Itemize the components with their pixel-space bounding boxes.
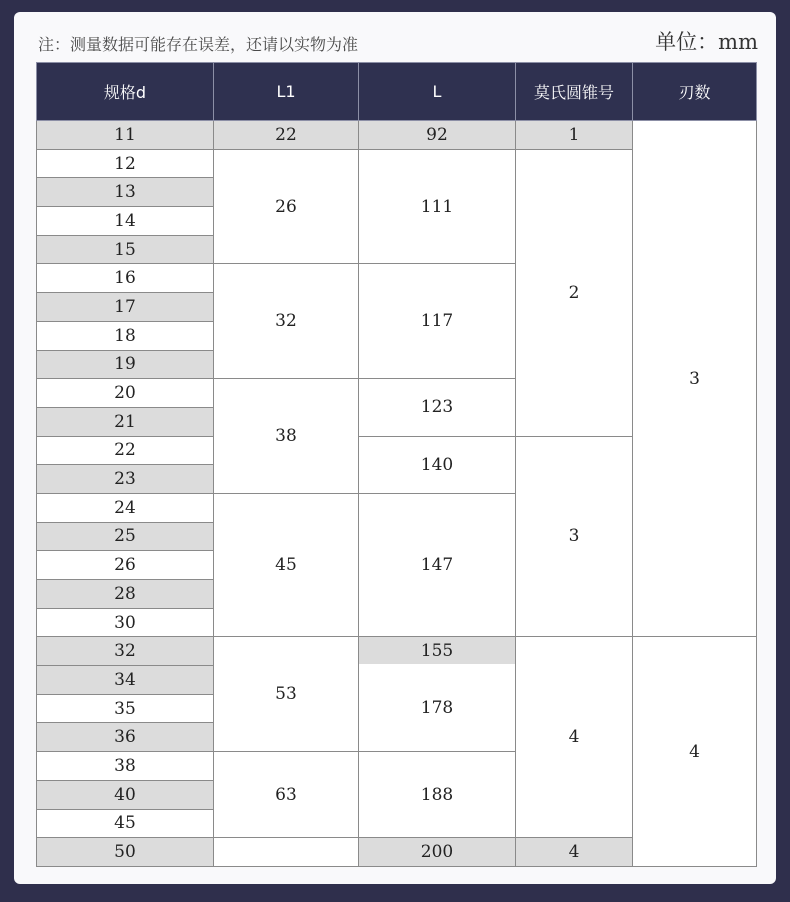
cell-l: 200 (359, 838, 516, 867)
header-l1: L1 (214, 63, 359, 121)
table-row (37, 637, 757, 666)
cell-l1: 45 (214, 493, 359, 636)
cell-l1: 38 (214, 379, 359, 494)
cell-l1: 63 (214, 752, 359, 838)
cell-l1 (214, 838, 359, 867)
cell-l: 111 (359, 149, 516, 264)
cell-l: 155 (359, 637, 515, 664)
cell-d: 28 (37, 580, 214, 609)
cell-d: 20 (37, 379, 214, 408)
header-l: L (359, 63, 516, 121)
cell-taper: 4 (516, 838, 633, 867)
cell-d: 45 (37, 809, 214, 838)
cell-d: 22 (37, 436, 214, 465)
cell-l-split (359, 637, 516, 752)
cell-l: 92 (359, 121, 516, 150)
cell-l: 188 (359, 752, 516, 838)
cell-l: 147 (359, 493, 516, 636)
cell-d: 18 (37, 321, 214, 350)
spec-card (14, 12, 776, 884)
cell-d: 38 (37, 752, 214, 781)
cell-d: 26 (37, 551, 214, 580)
cell-d: 17 (37, 293, 214, 322)
cell-l: 140 (359, 436, 516, 493)
cell-d: 30 (37, 608, 214, 637)
header-row (37, 63, 757, 121)
cell-flutes: 3 (633, 121, 757, 637)
header-flutes: 刃数 (633, 63, 757, 121)
unit-label: 单位：mm (655, 30, 758, 54)
cell-d: 35 (37, 694, 214, 723)
cell-d: 24 (37, 493, 214, 522)
cell-taper: 1 (516, 121, 633, 150)
cell-d: 25 (37, 522, 214, 551)
cell-d: 50 (37, 838, 214, 867)
cell-flutes: 4 (633, 637, 757, 867)
cell-l1: 53 (214, 637, 359, 752)
cell-d: 19 (37, 350, 214, 379)
cell-d: 40 (37, 780, 214, 809)
cell-l1: 22 (214, 121, 359, 150)
header-d: 规格d (37, 63, 214, 121)
cell-d: 34 (37, 666, 214, 695)
cell-d: 32 (37, 637, 214, 666)
cell-d: 11 (37, 121, 214, 150)
cell-d: 14 (37, 207, 214, 236)
cell-d: 36 (37, 723, 214, 752)
cell-taper: 3 (516, 436, 633, 637)
header-taper: 莫氏圆锥号 (516, 63, 633, 121)
cell-d: 12 (37, 149, 214, 178)
cell-d: 15 (37, 235, 214, 264)
cell-l: 123 (359, 379, 516, 436)
cell-l1: 32 (214, 264, 359, 379)
cell-d: 13 (37, 178, 214, 207)
cell-d: 16 (37, 264, 214, 293)
cell-taper: 2 (516, 149, 633, 436)
cell-taper: 4 (516, 637, 633, 838)
table-row (37, 121, 757, 150)
cell-d: 23 (37, 465, 214, 494)
cell-d: 21 (37, 407, 214, 436)
cell-l1: 26 (214, 149, 359, 264)
cell-l: 178 (420, 697, 454, 718)
spec-table (36, 62, 757, 867)
disclaimer-note: 注：测量数据可能存在误差，还请以实物为准 (38, 35, 359, 54)
cell-l: 117 (359, 264, 516, 379)
